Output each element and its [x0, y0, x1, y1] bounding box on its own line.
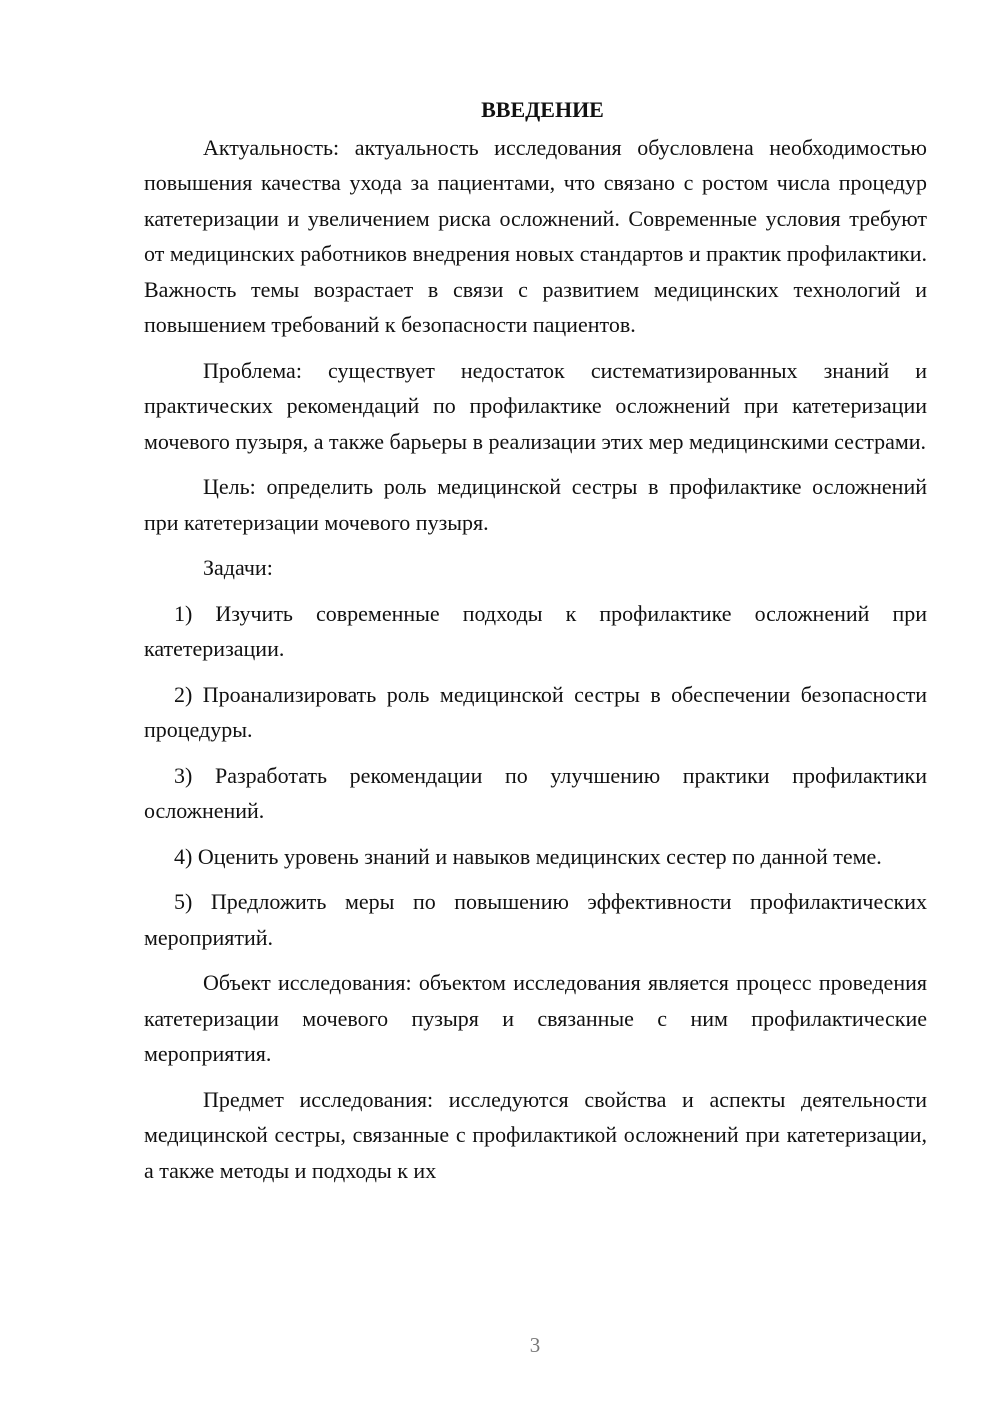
- task-item-2: 2) Проанализировать роль медицинской сестры в обеспечении безопасности процедуры.: [144, 681, 927, 742]
- task-item-3: 3) Разработать рекомендации по улучшению практики профилактики осложнений.: [144, 762, 927, 823]
- paragraph-object: Объект исследования: объектом исследования является процесс проведения катетеризации мочевого пузыря и связанные с ним профилактические мероприятия.: [144, 970, 927, 1066]
- paragraph-problem: Проблема: существует недостаток систематизированных знаний и практических рекомендаций по профилактике осложнений при катетеризации мочевого пузыря, а также барьеры в реализации этих мер медицинскими сестрами.: [144, 357, 927, 454]
- paragraph-subject: Предмет исследования: исследуются свойства и аспекты деятельности медицинской сестры, связанные с профилактикой осложнений при катетеризации, а также методы и подходы к их: [144, 1086, 927, 1183]
- page-content: [144, 92, 927, 1198]
- tasks-heading: Задачи:: [203, 555, 273, 580]
- task-item-4: 4) Оценить уровень знаний и навыков медицинских сестер по данной теме.: [174, 843, 882, 869]
- section-title: ВВЕДЕНИЕ: [481, 97, 604, 122]
- page-number: 3: [529, 1333, 541, 1357]
- task-item-1: 1) Изучить современные подходы к профилактике осложнений при катетеризации.: [144, 600, 927, 661]
- task-item-5: 5) Предложить меры по повышению эффективности профилактических мероприятий.: [144, 889, 927, 950]
- paragraph-goal: Цель: определить роль медицинской сестры в профилактике осложнений при катетеризации мочевого пузыря.: [144, 474, 927, 535]
- paragraph-relevance: Актуальность: актуальность исследования обусловлена необходимостью повышения качества ухода за пациентами, что связано с ростом числа процедур катетеризации и увеличением риска осложнений. Современные условия требуют от медицинских работников внедрения новых стандартов и практик профилактики. Важность темы возрастает в связи с развитием медицинских технологий и повышением требований к безопасности пациентов.: [144, 134, 927, 337]
